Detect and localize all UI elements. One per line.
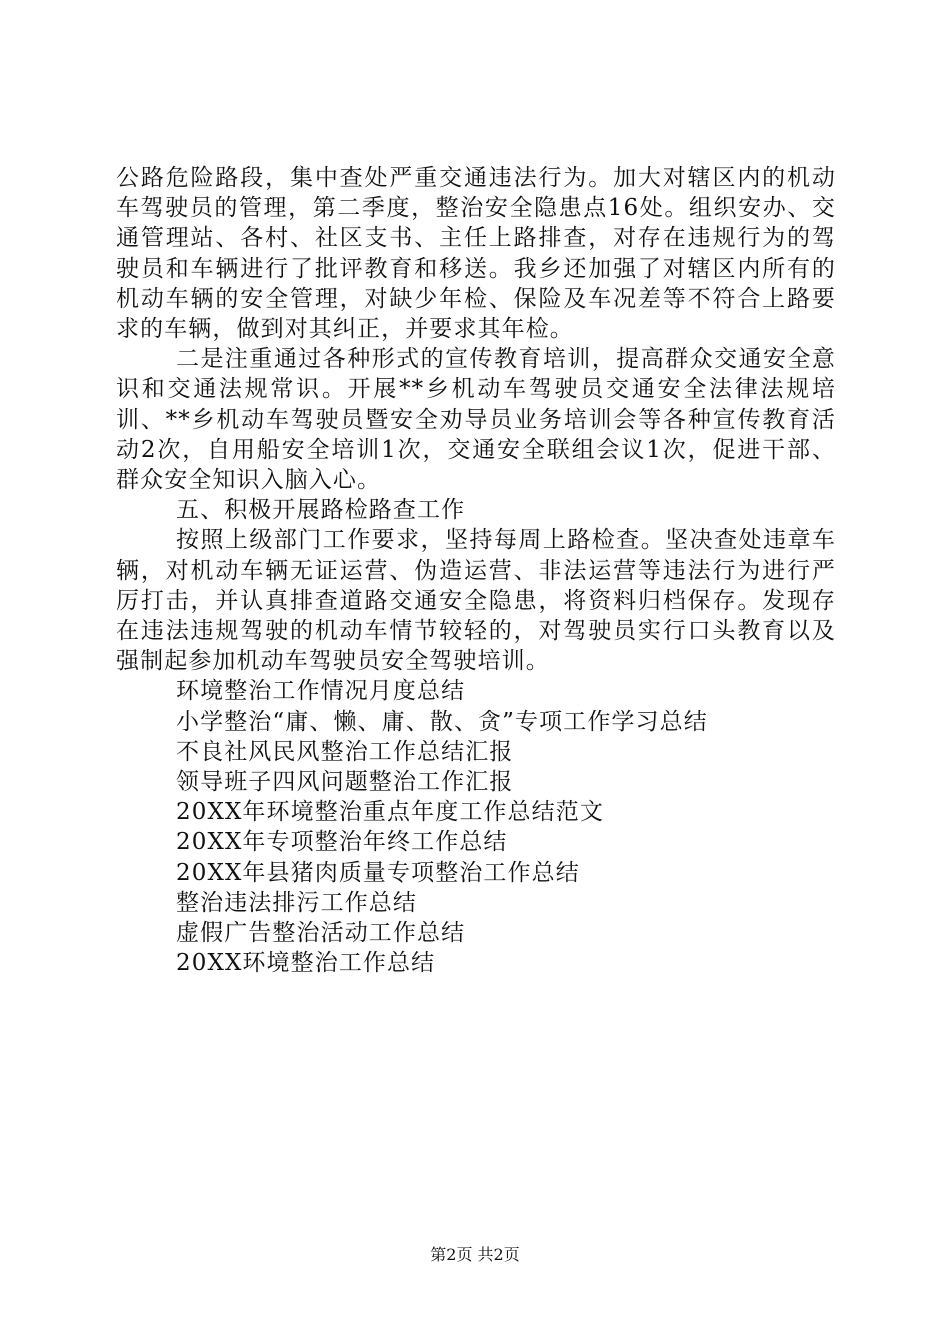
related-article-link[interactable]: 虚假广告整治活动工作总结 [176,920,466,947]
paragraph-education-training: 二是注重通过各种形式的宣传教育培训，提高群众交通安全意识和交通法规常识。开展**乡机动车驾驶员交通安全法律法规培训、**乡机动车驾驶员暨安全劝导员业务培训会等各种宣传教育活动2次，自用船安全培训1次，交通安全联组会议1次，促进干部、群众安全知识入脑入心。 [116,346,836,494]
related-article-link[interactable]: 小学整治“庸、懒、庸、散、贪”专项工作学习总结 [176,708,708,735]
section-heading-road-inspection: 五、积极开展路检路查工作 [176,497,466,524]
related-article-link[interactable]: 20XX年专项整治年终工作总结 [176,829,508,856]
related-article-link[interactable]: 20XX年环境整治重点年度工作总结范文 [176,799,604,826]
related-article-link[interactable]: 领导班子四风问题整治工作汇报 [176,769,514,796]
related-article-link[interactable]: 不良社风民风整治工作总结汇报 [176,738,514,765]
related-article-link[interactable]: 环境整治工作情况月度总结 [176,678,466,705]
related-article-link[interactable]: 20XX环境整治工作总结 [176,950,436,977]
paragraph-road-safety: 公路危险路段，集中查处严重交通违法行为。加大对辖区内的机动车驾驶员的管理，第二季度，整治安全隐患点16处。组织安办、交通管理站、各村、社区支书、主任上路排查，对存在违规行为的驾驶员和车辆进行了批评教育和移送。我乡还加强了对辖区内所有的机动车辆的安全管理，对缺少年检、保险及车况差等不符合上路要求的车辆，做到对其纠正，并要求其年检。 [116,165,836,343]
related-articles-list [116,676,836,978]
paragraph-road-inspection: 按照上级部门工作要求，坚持每周上路检查。坚决查处违章车辆，对机动车辆无证运营、伪造运营、非法运营等违法行为进行严厉打击，并认真排查道路交通安全隐患，将资料归档保存。发现存在违法违规驾驶的机动车情节较轻的，对驾驶员实行口头教育以及强制起参加机动车驾驶员安全驾驶培训。 [116,527,836,675]
related-article-link[interactable]: 整治违法排污工作总结 [176,889,417,916]
related-article-link[interactable]: 20XX年县猪肉质量专项整治工作总结 [176,859,580,886]
page-number-footer: 第2页 共2页 [430,1245,520,1264]
document-body [116,163,836,978]
